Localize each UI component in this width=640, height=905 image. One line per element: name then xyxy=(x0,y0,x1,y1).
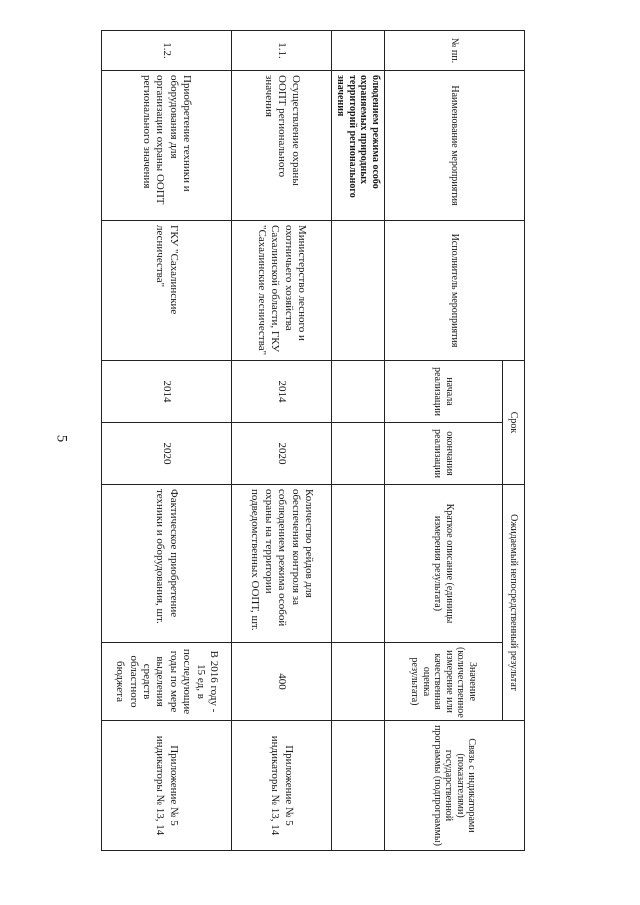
row-indicator-link: Приложение № 5 индикаторы № 13, 14 xyxy=(102,721,232,851)
page-number: 5 xyxy=(53,434,70,443)
row-end: 2020 xyxy=(232,423,332,485)
header-executor: Исполнитель мероприятия xyxy=(385,221,525,361)
activities-table xyxy=(101,30,525,851)
row-start: 2014 xyxy=(102,361,232,423)
table-row xyxy=(332,31,385,851)
row-name: Осуществление охраны ООПТ регионального значения xyxy=(232,71,332,221)
header-value: Значение (количественное измерение или качественная оценка результата) xyxy=(385,643,503,721)
header-name: Наименование мероприятия xyxy=(385,71,525,221)
table-row xyxy=(232,31,332,851)
row-value xyxy=(332,643,385,721)
row-end xyxy=(332,423,385,485)
header-end: окончания реализации xyxy=(385,423,503,485)
row-end: 2020 xyxy=(102,423,232,485)
header-row-top xyxy=(503,31,525,851)
row-start: 2014 xyxy=(232,361,332,423)
row-indicator-link xyxy=(332,721,385,851)
header-description: Краткое описание (единицы измерения результата) xyxy=(385,485,503,643)
row-value: 400 xyxy=(232,643,332,721)
header-expected-result: Ожидаемый непосредственный результат xyxy=(503,485,525,721)
row-executor xyxy=(332,221,385,361)
header-num: № пп. xyxy=(385,31,525,71)
row-description: Количество рейдов для обеспечения контроля за соблюдением режима особой охраны на территории подведомственных ООПТ, шт. xyxy=(232,485,332,643)
row-description: Фактическое приобретение техники и оборудования, шт. xyxy=(102,485,232,643)
row-num xyxy=(332,31,385,71)
row-name: блюдением режима особо охраняемых природных территорий регионального значения xyxy=(332,71,385,221)
row-start xyxy=(332,361,385,423)
row-num: 1.1. xyxy=(232,31,332,71)
header-indicator-link: Связь с индикаторами (показателями) государственной программы (подпрограммы) xyxy=(385,721,525,851)
header-term: Срок xyxy=(503,361,525,485)
row-indicator-link: Приложение № 5 индикаторы № 13, 14 xyxy=(232,721,332,851)
row-executor: Министерство лесного и охотничьего хозяйства Сахалинской области, ГКУ "Сахалинские лесничества" xyxy=(232,221,332,361)
row-name: Приобретение техники и оборудования для организации охраны ООПТ регионального значения xyxy=(102,71,232,221)
row-executor: ГКУ "Сахалинские лесничества" xyxy=(102,221,232,361)
row-description xyxy=(332,485,385,643)
table-row xyxy=(102,31,232,851)
row-num: 1.2. xyxy=(102,31,232,71)
header-start: начала реализации xyxy=(385,361,503,423)
rotated-table-container xyxy=(105,30,525,850)
row-value: В 2016 году - 15 ед, в последующие годы по мере выделения средств областного бюджета xyxy=(102,643,232,721)
